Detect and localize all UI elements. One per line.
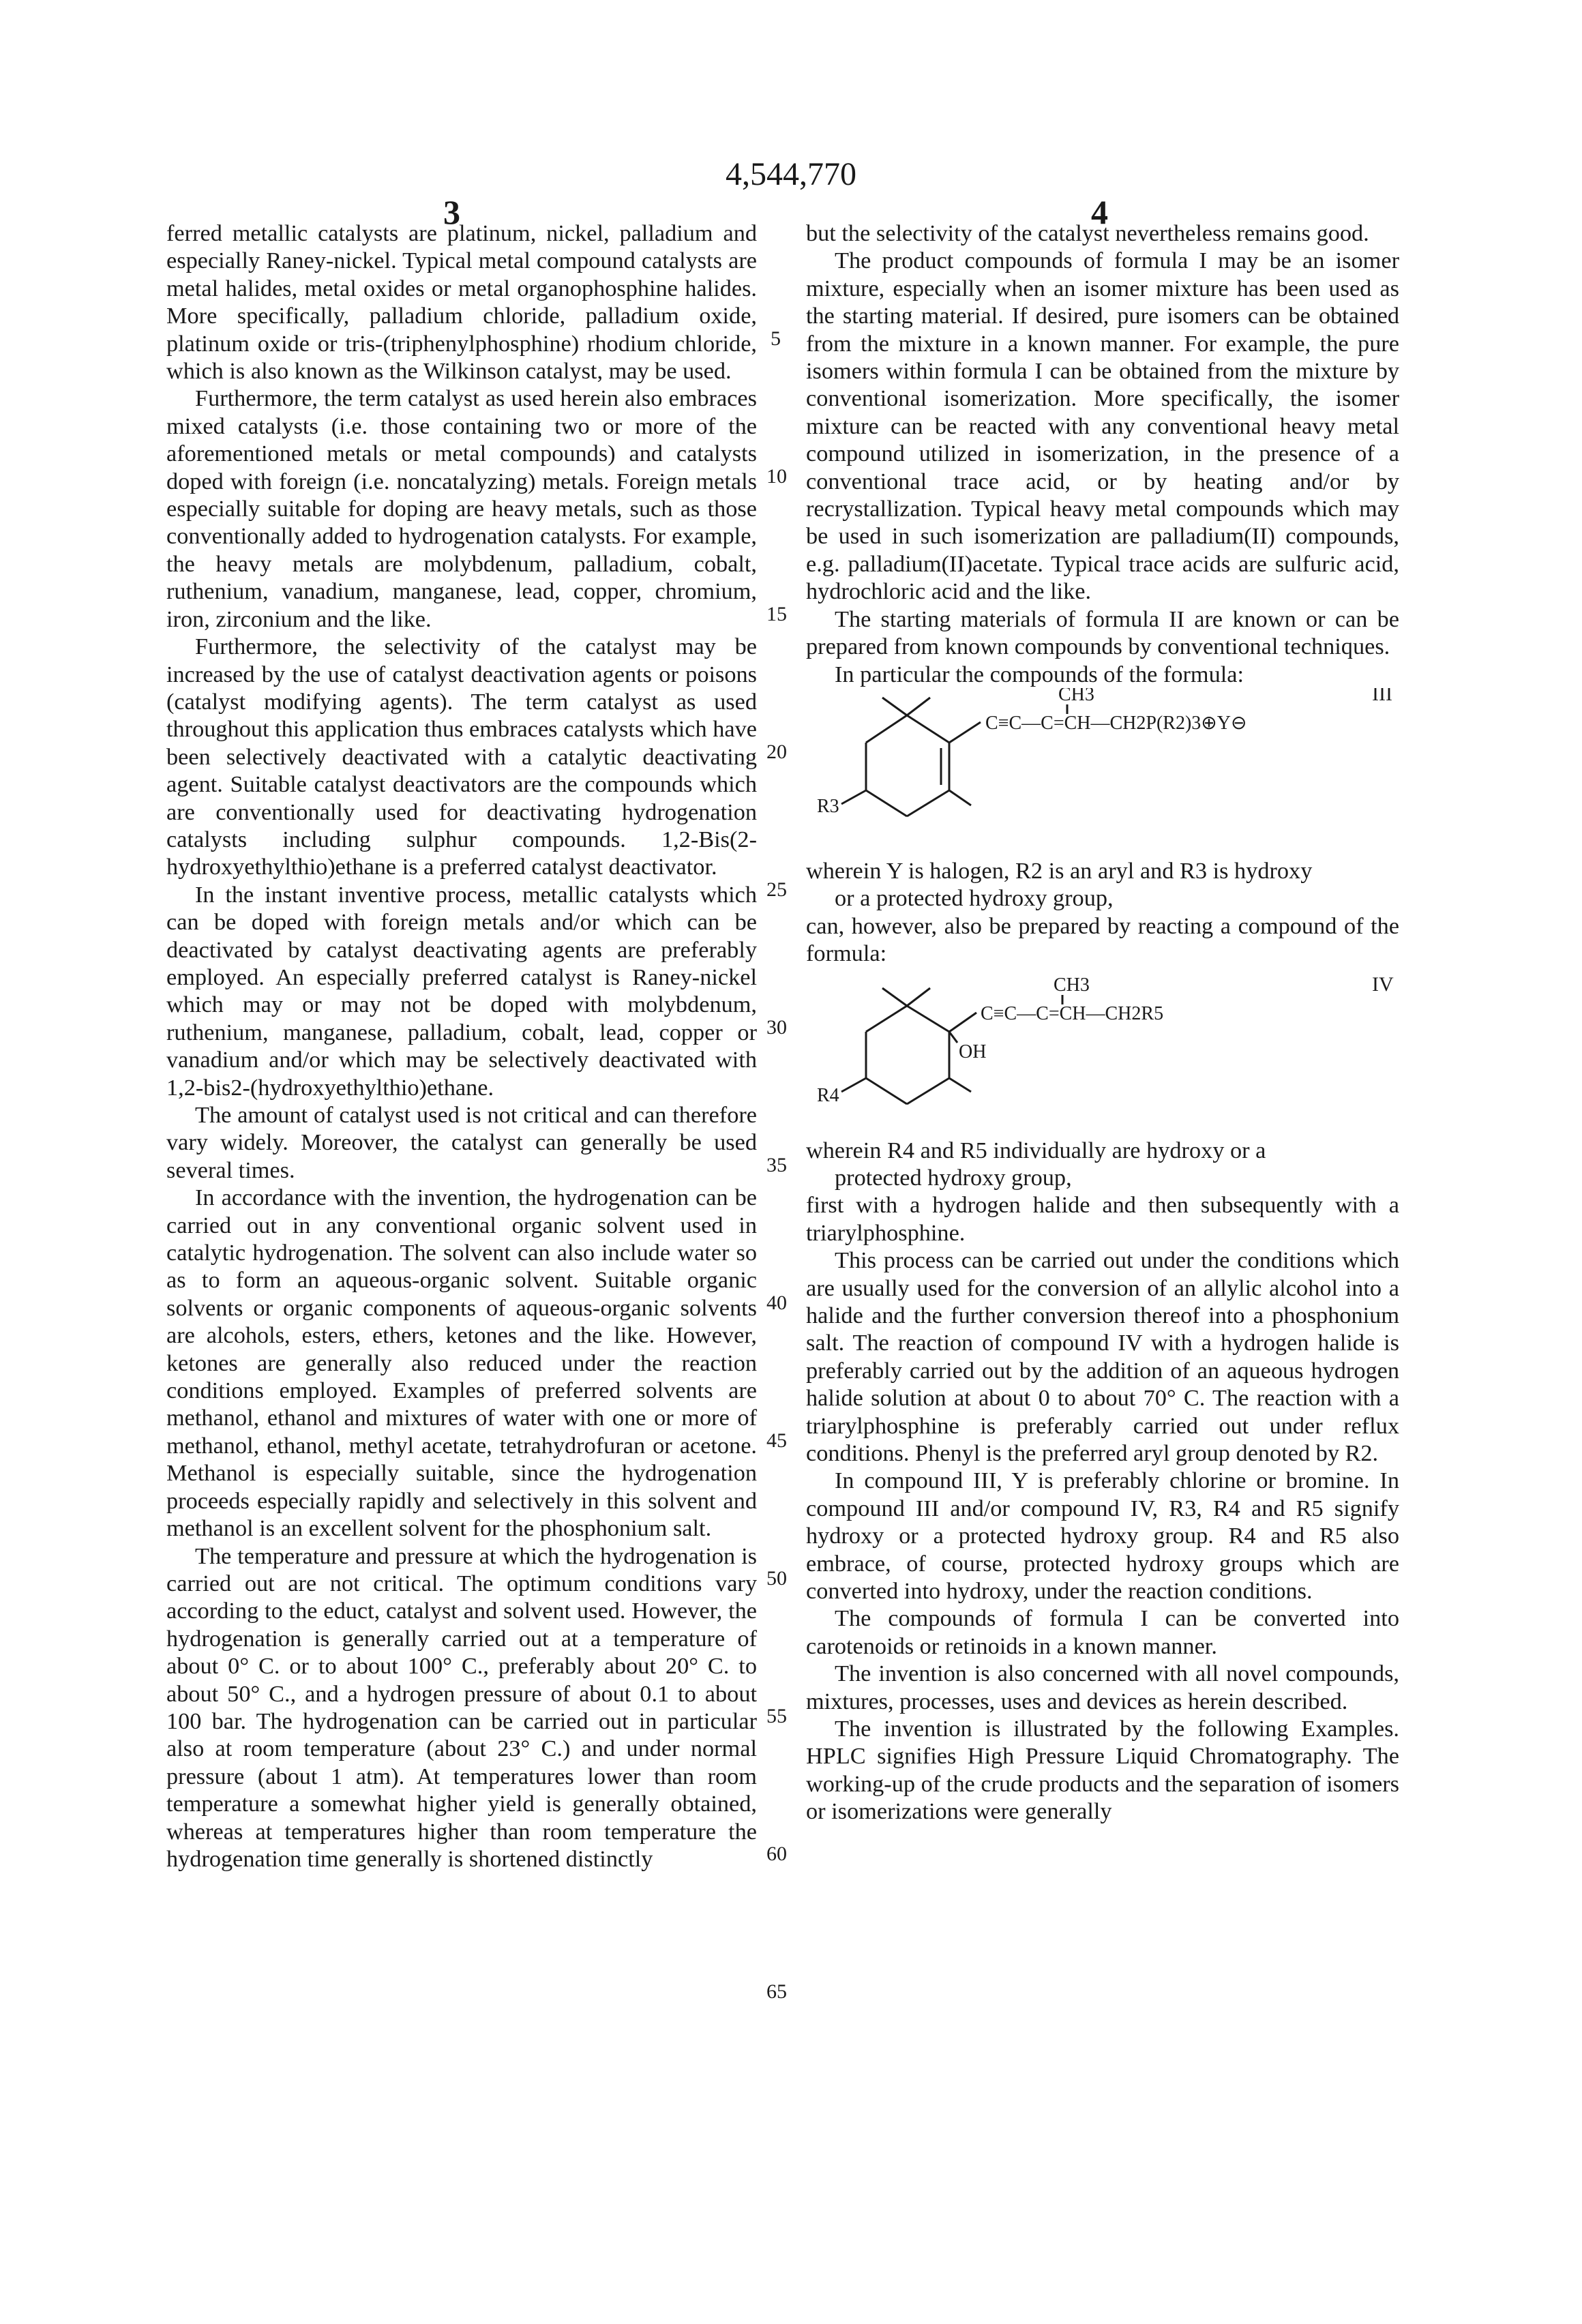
line-number: 30 (766, 1016, 787, 1039)
formula-iv-hydroxyl: OH (959, 1041, 986, 1062)
line-number: 5 (771, 327, 781, 351)
paragraph: The product compounds of formula I may be an isomer mixture, especially when an isomer mixture has been used as the starting material. If desired, pure isomers can be obtained from the mixture in a known manner. For example, the pure isomers within formula I can be obtained from the mixture by conventional isomerization. More specifically, the isomer mixture can be reacted with any conventional heavy metal compound utilized in isomerization, in the presence of a conventional trace acid, or by heating and/or by recrystallization. Typical heavy metal compounds which may be used in such isomerization are palladium(II) compounds, e.g. palladium(II)acetate. Typical trace acids are sulfuric acid, hydrochloric acid and the like. (806, 247, 1399, 605)
formula-iv (806, 968, 1399, 1137)
formula-iii-label: III (1372, 688, 1392, 705)
paragraph: This process can be carried out under the conditions which are usually used for the conversion of an allylic alcohol into a halide and the further conversion thereof into a phosphonium salt. The reaction of compound IV with a hydrogen halide is preferably carried out by the addition of an aqueous hydrogen halide solution at about 0 to about 70° C. The reaction with a triarylphosphine is preferably carried out under reflux conditions. Phenyl is the preferred aryl group denoted by R2. (806, 1247, 1399, 1467)
paragraph: protected hydroxy group, (806, 1164, 1399, 1191)
line-number: 15 (766, 603, 787, 626)
paragraph: wherein Y is halogen, R2 is an aryl and R3 is hydroxy (806, 857, 1399, 884)
formula-iv-chain: C≡C—C=CH—CH2R5 (981, 1003, 1163, 1024)
formula-iii-structure (806, 688, 1399, 857)
paragraph: ferred metallic catalysts are platinum, nickel, palladium and especially Raney-nickel. Typical metal compound catalysts are metal halides, metal oxides or metal organophosphine halides. More specifically, palladium chloride, palladium oxide, platinum oxide or tris-(triphenylphosphine) rhodium chloride, which is also known as the Wilkinson catalyst, may be used. (166, 220, 757, 385)
paragraph: The invention is illustrated by the following Examples. HPLC signifies High Pressure Liquid Chromatography. The working-up of the crude products and the separation of isomers or isomerizations were generally (806, 1715, 1399, 1826)
paragraph: In accordance with the invention, the hydrogenation can be carried out in any conventional organic solvent used in catalytic hydrogenation. The solvent can also include water so as to form an aqueous-organic solvent. Suitable organic solvents or organic components of aqueous-organic solvents are alcohols, esters, ethers, ketones and the like. However, ketones are generally also reduced under the reaction conditions employed. Examples of preferred solvents are methanol, ethanol and mixtures of water with one or more of methanol, ethanol, methyl acetate, tetrahydrofuran or acetone. Methanol is especially suitable, since the hydrogenation proceeds especially rapidly and selectively in this solvent and methanol is an excellent solvent for the phosphonium salt. (166, 1184, 757, 1542)
paragraph: Furthermore, the selectivity of the catalyst may be increased by the use of catalyst deactivation agents or poisons (catalyst modifying agents). The term catalyst as used throughout this application thus embraces catalysts which have been selectively deactivated with a catalytic deactivating agent. Suitable catalyst deactivators are the compounds which are conventionally used for deactivating hydrogenation catalysts including sulphur compounds. 1,2-Bis(2-hydroxyethylthio)ethane is a preferred catalyst deactivator. (166, 633, 757, 881)
formula-iv-label: IV (1372, 973, 1394, 996)
paragraph: In compound III, Y is preferably chlorine or bromine. In compound III and/or compound IV, R3, R4 and R5 signify hydroxy or a protected hydroxy group. R4 and R5 also embrace, of course, protected hydroxy groups which are converted into hydroxy, under the reaction conditions. (806, 1467, 1399, 1605)
formula-iv-structure (806, 968, 1399, 1137)
line-number: 20 (766, 741, 787, 764)
cyclohexane-ring (841, 988, 976, 1104)
line-number: 65 (766, 1980, 787, 2003)
paragraph: wherein R4 and R5 individually are hydroxy or a (806, 1137, 1399, 1164)
paragraph: can, however, also be prepared by reacting a compound of the formula: (806, 912, 1399, 968)
line-number: 45 (766, 1429, 787, 1452)
paragraph: The invention is also concerned with all novel compounds, mixtures, processes, uses and devices as herein described. (806, 1660, 1399, 1715)
formula-iii (806, 688, 1399, 857)
page-number-right: 4 (1091, 192, 1108, 232)
line-number: 55 (766, 1705, 787, 1728)
formula-iv-substituent: R4 (817, 1085, 839, 1106)
line-number: 35 (766, 1154, 787, 1177)
paragraph: first with a hydrogen halide and then subsequently with a triarylphosphine. (806, 1191, 1399, 1247)
line-number: 25 (766, 878, 787, 902)
paragraph: The amount of catalyst used is not critical and can therefore vary widely. Moreover, the catalyst can generally be used several times. (166, 1101, 757, 1184)
formula-iv-methyl: CH3 (1054, 974, 1090, 996)
page-number-left: 3 (443, 192, 460, 232)
patent-page (0, 0, 1582, 2324)
left-column (166, 220, 757, 1873)
paragraph: The compounds of formula I can be converted into carotenoids or retinoids in a known manner. (806, 1605, 1399, 1660)
formula-iii-chain: C≡C—C=CH—CH2P(R2)3⊕Y⊖ (985, 713, 1247, 734)
paragraph: or a protected hydroxy group, (806, 884, 1399, 912)
line-number: 50 (766, 1567, 787, 1590)
formula-iii-substituent: R3 (817, 796, 839, 817)
line-number: 60 (766, 1843, 787, 1866)
line-number: 10 (766, 465, 787, 488)
formula-iii-methyl: CH3 (1058, 688, 1094, 705)
paragraph: The starting materials of formula II are known or can be prepared from known compounds by conventional techniques. (806, 606, 1399, 661)
paragraph: In the instant inventive process, metallic catalysts which can be doped with foreign metals and/or which can be deactivated by catalyst deactivating agents are preferably employed. An especially preferred catalyst is Raney-nickel which may or may not be doped with molybdenum, ruthenium, manganese, palladium, cobalt, lead, copper or vanadium and/or which may be selectively deactivated with 1,2-bis2-(hydroxyethylthio)ethane. (166, 881, 757, 1101)
paragraph: Furthermore, the term catalyst as used herein also embraces mixed catalysts (i.e. those containing two or more of the aforementioned metals or metal compounds) and catalysts doped with foreign (i.e. noncatalyzing) metals. Foreign metals especially suitable for doping are heavy metals, such as those conventionally added to hydrogenation catalysts. For example, the heavy metals are molybdenum, palladium, cobalt, ruthenium, vanadium, manganese, lead, copper, chromium, iron, zirconium and the like. (166, 385, 757, 633)
patent-number: 4,544,770 (0, 155, 1582, 193)
paragraph: In particular the compounds of the formula: (806, 661, 1399, 688)
paragraph: but the selectivity of the catalyst nevertheless remains good. (806, 220, 1399, 247)
right-column (806, 220, 1399, 1826)
paragraph: The temperature and pressure at which the hydrogenation is carried out are not critical. The optimum conditions vary according to the educt, catalyst and solvent used. However, the hydrogenation is generally carried out at a temperature of about 0° C. or to about 100° C., preferably about 20° C. to about 50° C., and a hydrogen pressure of about 0.1 to about 100 bar. The hydrogenation can be carried out in particular also at room temperature (about 23° C.) and under normal pressure (about 1 atm). At temperatures lower than room temperature a somewhat higher yield is generally obtained, whereas at temperatures higher than room temperature the hydrogenation time generally is shortened distinctly (166, 1543, 757, 1873)
line-number: 40 (766, 1292, 787, 1315)
cyclohexene-ring (841, 698, 981, 816)
